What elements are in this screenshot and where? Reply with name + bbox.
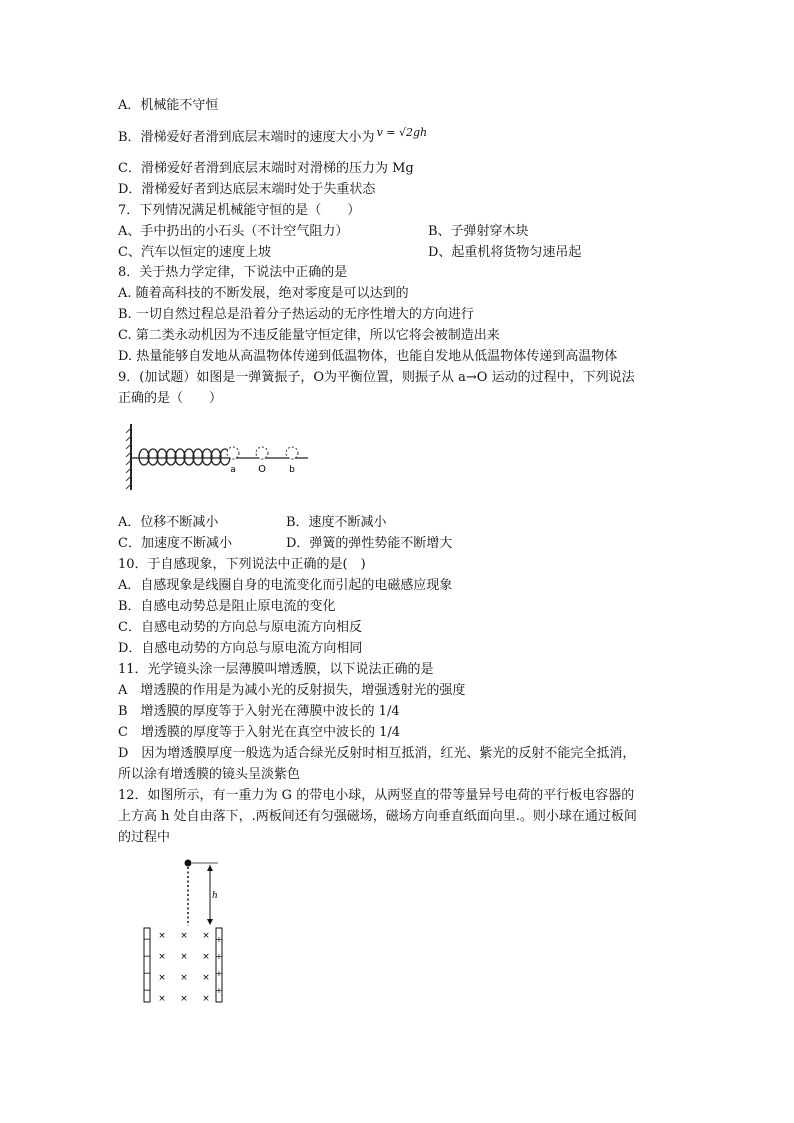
oscillator-position-b <box>286 447 298 459</box>
oscillator-position-a <box>227 447 239 459</box>
svg-text:+: + <box>215 986 223 995</box>
svg-text:×: × <box>158 994 166 1004</box>
q9-option-c: C．加速度不断减小 <box>118 536 232 551</box>
label-a: a <box>230 465 236 475</box>
q11-option-b: B 增透膜的厚度等于入射光在薄膜中波长的 1/4 <box>118 704 400 719</box>
q9-stem-line1: 9．(加试题）如图是一弹簧振子，O为平衡位置，则振子从 a→O 运动的过程中，下列说法 <box>118 370 635 385</box>
label-o: O <box>258 464 266 475</box>
q7-option-b: B、子弹射穿木块 <box>428 224 529 239</box>
right-plate <box>216 928 223 1002</box>
q6-option-c: C．滑梯爱好者滑到底层末端时对滑梯的压力为 Mg <box>118 161 414 176</box>
q10-option-d: D．自感电动势的方向总与原电流方向相同 <box>118 641 363 656</box>
charged-ball <box>185 860 192 867</box>
q10-stem: 10．于自感现象，下列说法中正确的是( ) <box>118 557 366 572</box>
q9-option-a: A．位移不断减小 <box>118 515 219 530</box>
q11-stem: 11．光学镜头涂一层薄膜叫增透膜，以下说法正确的是 <box>118 662 434 677</box>
q9-option-d: D．弹簧的弹性势能不断增大 <box>286 536 453 551</box>
svg-text:+: + <box>215 952 223 961</box>
svg-text:×: × <box>202 994 210 1004</box>
magnetic-field-marks <box>158 931 210 1004</box>
svg-text:−: − <box>143 969 151 979</box>
q11-option-d-line1: D 因为增透膜厚度一般选为适合绿光反射时相互抵消，红光、紫光的反射不能完全抵消， <box>118 746 636 761</box>
q6-option-b-text: B．滑梯爱好者滑到底层末端时的速度大小为 <box>118 130 375 145</box>
height-label: h <box>212 891 218 901</box>
q11-option-a: A 增透膜的作用是为减小光的反射损失，增强透射光的强度 <box>118 683 466 698</box>
svg-text:×: × <box>202 931 210 941</box>
q6-option-b <box>118 126 428 147</box>
svg-text:×: × <box>158 931 166 941</box>
svg-text:×: × <box>180 952 188 962</box>
q11-option-c: C 增透膜的厚度等于入射光在真空中波长的 1/4 <box>118 725 401 740</box>
left-plate <box>143 928 151 1002</box>
q7-option-d: D、起重机将货物匀速吊起 <box>428 245 582 260</box>
q8-option-d: D. 热量能够自发地从高温物体传递到低温物体，也能自发地从低温物体传递到高温物体 <box>118 349 618 364</box>
height-arrow-head-bottom <box>207 919 213 925</box>
svg-text:+: + <box>215 935 223 944</box>
capacitor-magnetic-field-figure <box>138 856 234 1006</box>
wall <box>126 424 131 490</box>
q12-stem-line3: 的过程中 <box>118 830 171 845</box>
q12-stem-line2: 上方高 h 处自由落下，.两板间还有匀强磁场，磁场方向垂直纸面向里.。则小球在通过板间 <box>118 809 637 824</box>
svg-text:−: − <box>143 935 151 945</box>
q11-option-d-line2: 所以涂有增透膜的镜头呈淡紫色 <box>118 767 301 782</box>
svg-text:+: + <box>215 969 223 978</box>
q7-option-c: C、汽车以恒定的速度上坡 <box>118 245 271 260</box>
svg-text:×: × <box>202 952 210 962</box>
q8-stem: 8．关于热力学定律，下说法中正确的是 <box>118 265 348 280</box>
q9-option-b: B．速度不断减小 <box>286 515 387 530</box>
svg-text:×: × <box>158 952 166 962</box>
q6-option-d: D．滑梯爱好者到达底层末端时处于失重状态 <box>118 182 376 197</box>
spring-oscillator-figure <box>122 422 312 494</box>
svg-text:×: × <box>180 994 188 1004</box>
q10-option-b: B．自感电动势总是阻止原电流的变化 <box>118 599 336 614</box>
q6-option-a: A．机械能不守恒 <box>118 98 219 113</box>
q9-stem-line2: 正确的是（ ） <box>118 391 223 406</box>
svg-text:−: − <box>143 952 151 962</box>
spring-coil <box>139 449 230 465</box>
q12-stem-line1: 12．如图所示，有一重力为 G 的带电小球，从两竖直的带等量异号电荷的平行板电容器的 <box>118 788 635 803</box>
q8-option-a: A. 随着高科技的不断发展，绝对零度是可以达到的 <box>118 286 409 301</box>
svg-text:×: × <box>158 973 166 983</box>
q10-option-c: C．自感电动势的方向总与原电流方向相反 <box>118 620 362 635</box>
q8-option-b: B. 一切自然过程总是沿着分子热运动的无序性增大的方向进行 <box>118 307 474 322</box>
svg-text:−: − <box>143 986 151 996</box>
oscillator-position-o <box>256 447 268 459</box>
height-arrow-head-top <box>207 865 213 871</box>
svg-text:×: × <box>202 973 210 983</box>
svg-text:×: × <box>180 973 188 983</box>
svg-text:×: × <box>180 931 188 941</box>
velocity-formula: v = √2gh <box>376 126 428 139</box>
q7-stem: 7．下列情况满足机械能守恒的是（ ） <box>118 203 361 218</box>
q7-option-a: A、手中扔出的小石头（不计空气阻力） <box>118 224 349 239</box>
q10-option-a: A．自感现象是线圈自身的电流变化而引起的电磁感应现象 <box>118 578 453 593</box>
label-b: b <box>289 465 295 475</box>
q8-option-c: C. 第二类永动机因为不违反能量守恒定律，所以它将会被制造出来 <box>118 328 500 343</box>
